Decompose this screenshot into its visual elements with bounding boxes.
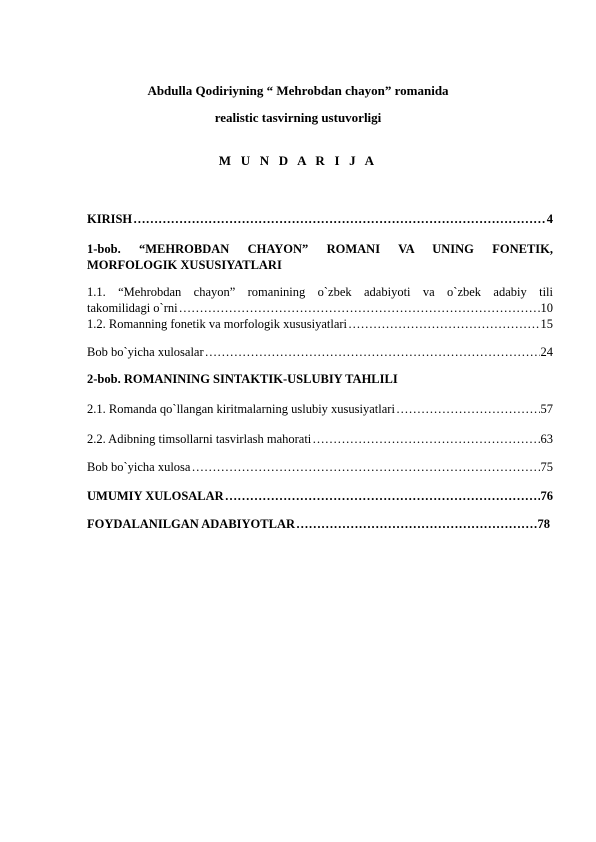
toc-entry-label: Bob bo`yicha xulosa [87, 460, 191, 474]
toc-entry-label: Bob bo`yicha xulosalar [87, 345, 204, 359]
toc-entry-label: 2-bob. ROMANINING SINTAKTIK-USLUBIY TAHLILI [87, 372, 398, 386]
toc-entry-chapter-2[interactable] [87, 371, 553, 387]
toc-entry-section-2-1[interactable] [87, 401, 553, 417]
toc-entry-section-1-2[interactable] [87, 316, 553, 332]
toc-page-number: 24 [540, 345, 553, 359]
toc-entry-conclusion[interactable] [87, 488, 553, 504]
toc-entry-label: 2.2. Adibning timsollarni tasvirlash mahorati [87, 432, 312, 446]
toc-entry-chapter-1-summary[interactable] [87, 344, 553, 360]
toc-page-number: 4 [546, 212, 553, 226]
toc-leader-dots [205, 344, 540, 360]
toc-page-number: 57 [540, 402, 553, 416]
toc-leader-dots [225, 488, 540, 504]
toc-leader-dots [396, 401, 540, 417]
toc-entry-chapter-1[interactable] [87, 241, 553, 273]
toc-page-number: 78 [537, 517, 550, 531]
toc-entry-chapter-2-summary[interactable] [87, 459, 553, 475]
toc-leader-dots [348, 316, 539, 332]
toc-leader-dots [296, 516, 536, 532]
toc-leader-dots [191, 459, 539, 475]
toc-chapter-1-line-2: MORFOLOGIK XUSUSIYATLARI [87, 258, 282, 272]
toc-entry-section-2-2[interactable] [87, 431, 553, 447]
toc-entry-label: FOYDALANILGAN ADABIYOTLAR [87, 517, 296, 531]
toc-entry-label: UMUMIY XULOSALAR [87, 489, 224, 503]
toc-leader-dots [133, 211, 546, 227]
toc-entry-label: KIRISH [87, 212, 133, 226]
document-title-line-2: realistic tasvirning ustuvorligi [214, 110, 382, 125]
toc-entry-label: takomilidagi o`rni [87, 301, 178, 315]
toc-entry-label: 1.2. Romanning fonetik va morfologik xususiyatlari [87, 317, 348, 331]
toc-section-1-1-line-1: 1.1. “Mehrobdan chayon” romanining o`zbek adabiyoti va o`zbek adabiy tili [87, 285, 553, 299]
toc-leader-dots [312, 431, 539, 447]
toc-page-number: 10 [540, 301, 553, 315]
toc-page-number: 15 [540, 317, 553, 331]
contents-heading: M U N D A R I J A [218, 153, 378, 168]
toc-page-number: 75 [540, 460, 553, 474]
document-title-line-1: Abdulla Qodiriyning “ Mehrobdan chayon” romanida [147, 83, 449, 98]
toc-page-number: 76 [540, 489, 553, 503]
toc-entry-section-1-1[interactable] [87, 284, 553, 316]
toc-chapter-1-line-1: 1-bob. “MEHROBDAN CHAYON” ROMANI VA UNING FONETIK, [87, 242, 553, 256]
toc-page-number: 63 [540, 432, 553, 446]
toc-entry-references[interactable] [87, 516, 550, 532]
toc-entry-label: 2.1. Romanda qo`llangan kiritmalarning uslubiy xususiyatlari [87, 402, 395, 416]
toc-leader-dots [179, 300, 540, 316]
toc-entry-kirish[interactable] [87, 211, 553, 227]
